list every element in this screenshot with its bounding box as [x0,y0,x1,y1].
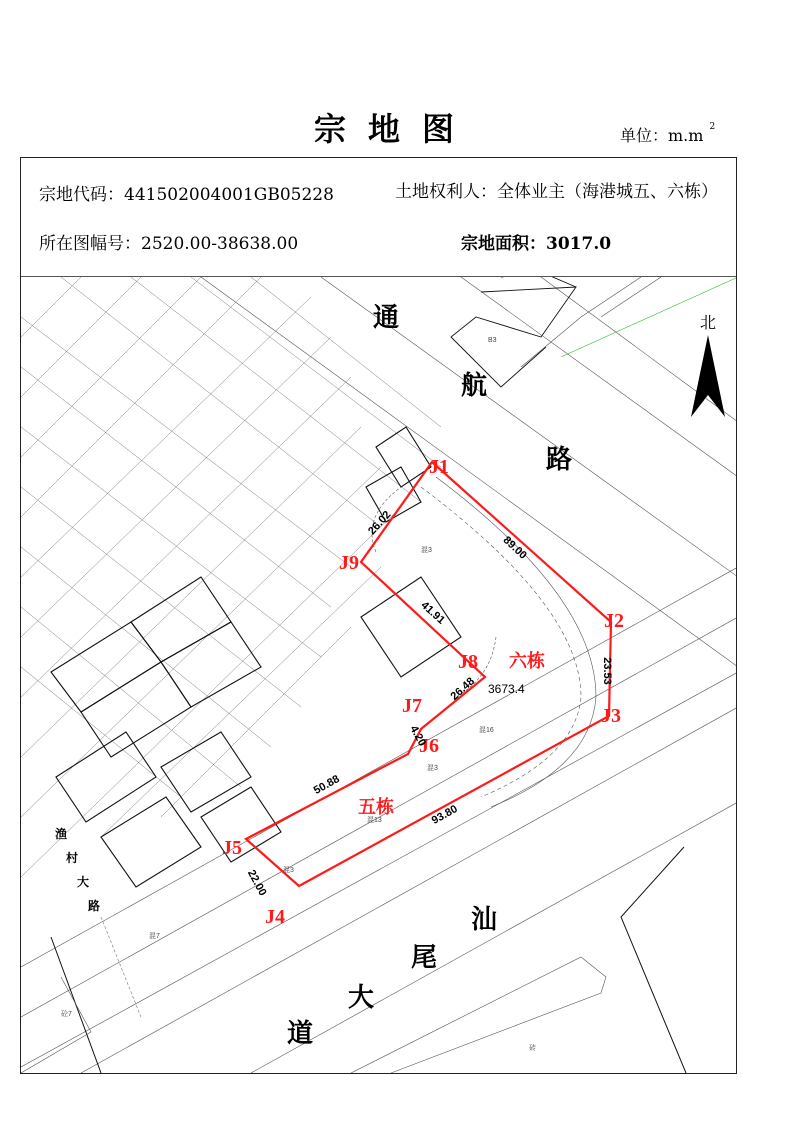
street-label-shanwei-2: 尾 [411,943,438,973]
structure-label: 砖 [529,1045,536,1052]
unit-label [620,123,715,146]
unit-superscript: 2 [709,121,716,132]
land-owner: 土地权利人：全体业主（海港城五、六栋） [395,182,718,202]
parcel-area: 宗地面积：3017.0 [461,234,612,254]
edge-j2-j3: 23.53 [600,657,613,685]
page-title: 宗地图 [314,110,477,148]
edge-j8-j9: 41.91 [418,599,448,627]
structure-label: 砼7 [61,1011,72,1018]
edge-j4-j5: 22.00 [245,868,269,898]
info-panel [21,158,736,277]
point-j5: J5 [222,837,242,859]
point-j1: J1 [429,456,449,478]
edge-j6-j7: 4.20 [407,723,429,749]
edge-j3-j4: 93.80 [429,803,460,827]
structure-label: 混7 [149,933,160,940]
street-label-yucun-3: 大 [77,875,90,889]
street-label-tonghang-1: 通 [373,303,400,333]
structure-label: 混16 [479,727,494,734]
building-six-area: 3673.4 [488,682,525,696]
street-label-shanwei-3: 大 [348,983,375,1013]
edge-j5-j6: 50.88 [311,773,342,797]
street-label-tonghang-2: 航 [461,371,488,401]
street-label-yucun-1: 渔 [55,827,68,841]
edge-j9-j1: 26.02 [366,508,394,538]
point-j7: J7 [402,695,422,717]
unit-text: 单位：m.m [620,126,704,145]
parcel-code: 宗地代码：441502004001GB05228 [39,185,334,205]
point-j6: J6 [419,735,439,757]
north-arrow-icon [691,335,725,417]
point-j8: J8 [458,651,478,673]
point-j4: J4 [265,906,285,928]
map-frame [20,157,737,1074]
street-label-yucun-2: 村 [66,851,79,865]
building-six-label: 六栋 [509,651,545,672]
structure-label: 混3 [427,765,438,772]
street-label-yucun-4: 路 [88,899,101,913]
point-j9: J9 [339,552,359,574]
structure-label: 混3 [283,867,294,874]
map-sheet-number: 所在图幅号：2520.00-38638.00 [39,234,299,254]
street-label-shanwei-1: 汕 [471,905,498,935]
structure-label: 混3 [421,547,432,554]
cadastral-map [21,277,736,1073]
point-j2: J2 [604,610,624,632]
street-label-tonghang-3: 路 [546,445,573,475]
edge-j7-j8: 26.48 [448,675,478,703]
parcel-boundary [246,462,611,886]
building-five-label: 五栋 [358,797,394,818]
structure-label: B3 [488,337,497,344]
structure-label: 混13 [367,817,382,824]
edge-j1-j2: 89.00 [500,534,529,562]
street-label-shanwei-4: 道 [287,1019,314,1049]
point-j3: J3 [601,705,621,727]
map-lines [21,277,736,1073]
north-label: 北 [700,313,717,332]
